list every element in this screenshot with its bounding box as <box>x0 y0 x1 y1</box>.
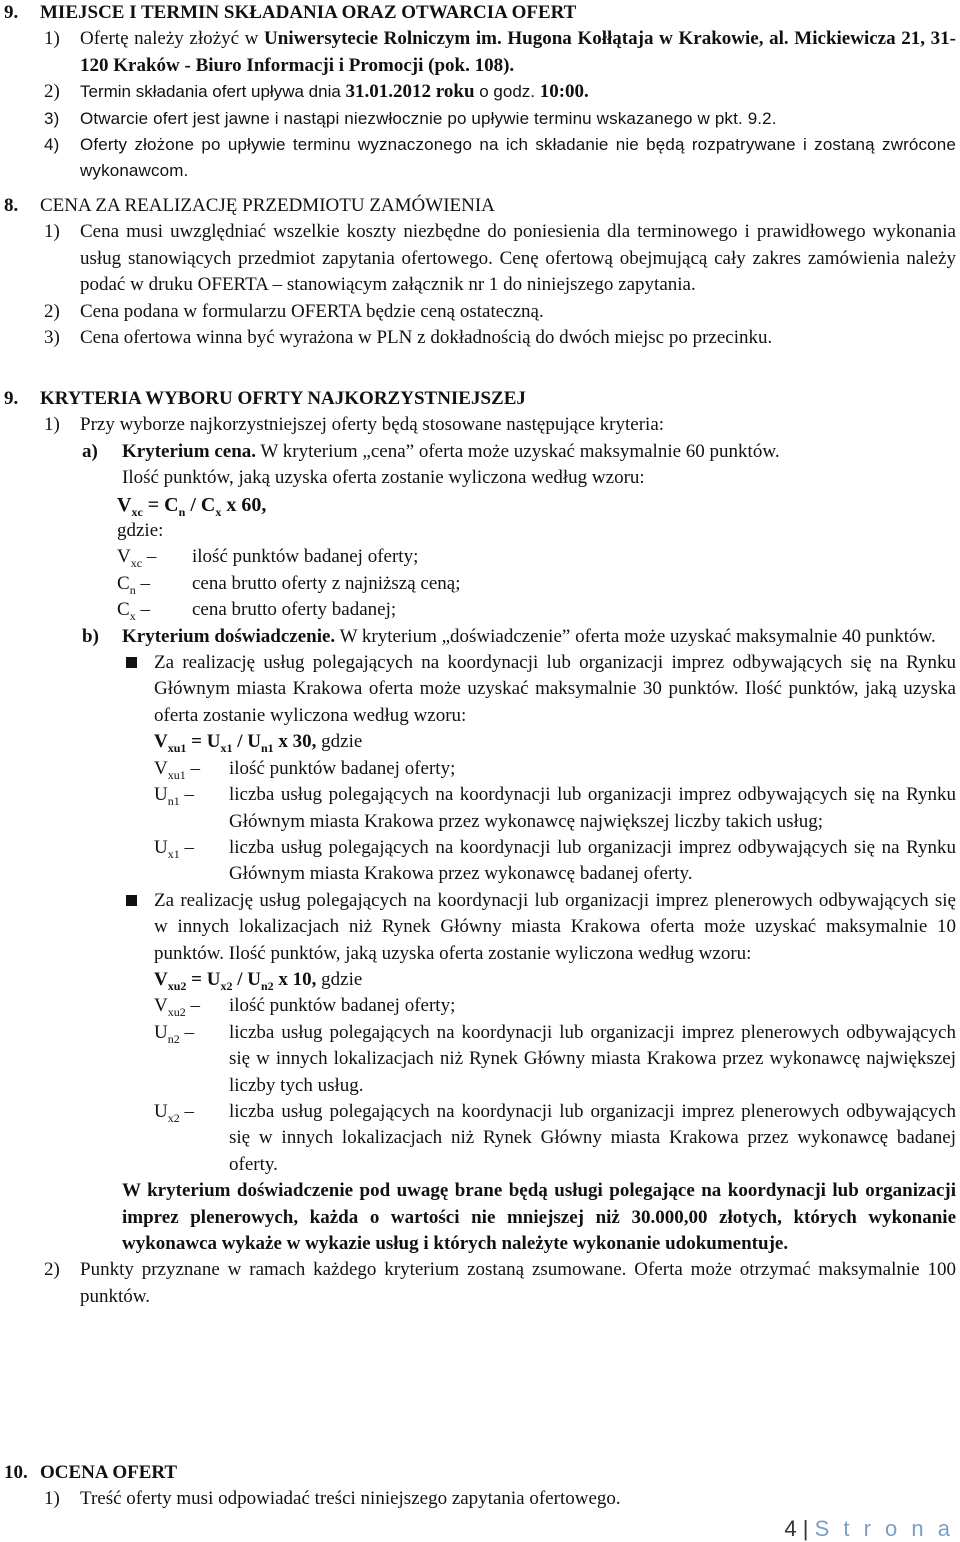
def-symbol-letter: V <box>154 757 168 779</box>
bullet-item <box>4 888 956 967</box>
def-symbol: $U_{n2}$ – <box>154 1021 194 1046</box>
criterion-experience <box>4 624 956 650</box>
def-symbol: $U_{x1}$ – <box>154 836 194 861</box>
section-miejsce-termin <box>4 0 956 185</box>
page-footer <box>784 1516 954 1542</box>
list-item <box>4 325 956 351</box>
def-symbol-sub: x <box>129 609 136 624</box>
def-symbol-letter: C <box>117 599 130 621</box>
formula-subscript: n <box>178 504 186 519</box>
formula-part: / U <box>232 968 261 990</box>
item-number: 1) <box>44 28 60 50</box>
bullet-text: Za realizację usług polegających na koordynacji lub organizacji imprez odbywających się na Rynku Głównym miasta Krakowa oferta może uzyskać maksymalnie 30 punktów. Ilość punktów, jaką uzyska oferta zostanie wyliczona według wzoru: <box>154 652 956 726</box>
formula-subscript: x <box>215 504 222 519</box>
section-ocena <box>4 1460 956 1513</box>
definition-row <box>4 571 956 597</box>
def-symbol-sub: n <box>129 582 136 597</box>
formula-b1 <box>4 729 956 755</box>
bullet-text: Za realizację usług polegających na koordynacji lub organizacji imprez plenerowych odbywających się w innych lokalizacjach niż Rynek Główny miasta Krakowa oferta może uzyskać maksymalnie 10 punktów. Ilość punktów, jaką uzyska oferta zostanie wyliczona według wzoru: <box>154 889 956 964</box>
def-symbol-letter: V <box>117 546 131 568</box>
item-text: o godz. <box>474 82 540 102</box>
formula-subscript: n1 <box>260 741 274 756</box>
item-number: 2) <box>44 1259 60 1281</box>
list-item <box>4 1257 956 1310</box>
definition-row <box>4 835 956 888</box>
def-symbol: $C_x$ – <box>117 599 150 624</box>
formula-part: / C <box>185 493 216 516</box>
def-symbol-sub: n1 <box>167 793 180 808</box>
def-text: liczba usług polegających na koordynacji lub organizacji imprez odbywających się na Rynku Głównym miasta Krakowa przez wykonawcę badanej oferty. <box>229 836 956 885</box>
formula-part: x 10, <box>273 968 317 990</box>
list-item <box>4 412 956 438</box>
def-text: ilość punktów badanej oferty; <box>192 546 419 568</box>
item-text: Oferty złożone po upływie terminu wyznaczonego na ich składanie nie będą rozpatrywane i zostaną zwrócone wykonawcom. <box>80 135 956 181</box>
bullet-item <box>4 650 956 729</box>
def-text: cena brutto oferty z najniższą ceną; <box>192 572 461 594</box>
item-number: 3) <box>44 108 60 128</box>
def-symbol: $U_{n1}$ – <box>154 784 194 808</box>
square-bullet-icon <box>126 895 137 906</box>
item-text: Punkty przyznane w ramach każdego kryterium zostaną zsumowane. Oferta może otrzymać maksymalnie 100 punktów. <box>80 1259 956 1307</box>
formula-gdzie: gdzie <box>316 968 363 990</box>
formula-b2 <box>4 967 956 993</box>
def-symbol: $V_{xu1}$ – <box>154 757 200 782</box>
item-number: 1) <box>44 221 60 243</box>
criterion-title: Kryterium cena. <box>122 440 257 462</box>
definition-row <box>4 544 956 570</box>
criterion-letter: a) <box>82 440 98 462</box>
definition-row <box>4 1099 956 1178</box>
formula-subscript: xc <box>131 504 143 519</box>
def-symbol-sub: xu1 <box>167 767 186 782</box>
item-text: Ofertę należy złożyć w <box>80 28 265 50</box>
item-number: 3) <box>44 327 60 349</box>
definition-row <box>4 756 956 782</box>
formula-subscript: n2 <box>260 978 274 993</box>
def-symbol: $V_{xc}$ – <box>117 546 157 571</box>
section-heading <box>4 386 956 412</box>
list-item <box>4 132 956 185</box>
section-title: MIEJSCE I TERMIN SKŁADANIA ORAZ OTWARCIA OFERT <box>40 2 577 23</box>
item-number: 1) <box>44 414 60 436</box>
page-number: 4 <box>784 1516 797 1541</box>
formula-gdzie: gdzie <box>316 731 363 753</box>
section-heading <box>4 1460 956 1486</box>
item-text-bold: 31.01.2012 roku <box>345 81 475 103</box>
formula-symbol: V <box>154 731 168 753</box>
footer-label: S t r o n a <box>814 1516 954 1541</box>
list-item <box>4 106 956 132</box>
item-text-bold: 10:00. <box>539 81 589 103</box>
def-symbol: $V_{xu2}$ – <box>154 995 200 1020</box>
list-item <box>4 26 956 79</box>
square-bullet-icon <box>126 657 137 668</box>
formula-part: = U <box>186 968 221 990</box>
formula-part: x 60, <box>221 493 267 516</box>
def-text: ilość punktów badanej oferty; <box>229 995 456 1017</box>
item-text-bold: Uniwersytecie Rolniczym im. Hugona Kołłątaja w Krakowie, al. Mickiewicza 21, 31-120 Kraków - Biuro Informacji i Promocji (pok. 108). <box>80 28 956 76</box>
gdzie-label: gdzie: <box>117 520 164 542</box>
section-number: 10. <box>4 1462 28 1483</box>
def-symbol: $U_{x2}$ – <box>154 1100 194 1125</box>
section-number: 9. <box>4 388 19 409</box>
definition-row <box>4 993 956 1019</box>
formula-symbol: V <box>117 493 132 516</box>
definition-row <box>4 1020 956 1099</box>
formula-subscript: x2 <box>220 978 233 993</box>
def-symbol-sub: xu2 <box>167 1005 186 1020</box>
def-symbol-sub: x2 <box>167 1110 180 1125</box>
item-text: Przy wyborze najkorzystniejszej oferty będą stosowane następujące kryteria: <box>80 414 665 436</box>
formula-part: / U <box>232 731 261 753</box>
item-text: Otwarcie ofert jest jawne i nastąpi niezwłocznie po upływie terminu wskazanego w pkt. 9.2. <box>80 108 777 128</box>
list-item <box>4 299 956 325</box>
list-item <box>4 79 956 105</box>
section-heading <box>4 193 956 219</box>
formula-intro: Ilość punktów, jaką uzyska oferta zostanie wyliczona według wzoru: <box>122 467 645 489</box>
formula-subscript: x1 <box>220 741 233 756</box>
def-symbol-letter: U <box>154 784 168 806</box>
item-text: Cena podana w formularzu OFERTA będzie ceną ostateczną. <box>80 300 544 322</box>
item-number: 1) <box>44 1488 60 1510</box>
section-number: 8. <box>4 195 19 216</box>
item-text: Cena ofertowa winna być wyrażona w PLN z dokładnością do dwóch miejsc po przecinku. <box>80 327 773 349</box>
definition-row <box>4 782 956 835</box>
formula-subscript: xu2 <box>167 978 187 993</box>
definition-row <box>4 597 956 623</box>
def-symbol-sub: n2 <box>167 1031 180 1046</box>
def-symbol: $C_n$ – <box>117 572 150 597</box>
section-title: KRYTERIA WYBORU OFRTY NAJKORZYSTNIEJSZEJ <box>40 388 526 409</box>
criterion-title: Kryterium doświadczenie. <box>122 625 336 647</box>
formula-price <box>4 492 956 518</box>
formula-subscript: xu1 <box>167 741 187 756</box>
def-symbol-sub: x1 <box>167 846 180 861</box>
experience-note: W kryterium doświadczenie pod uwagę brane będą usługi polegające na koordynacji lub organizacji imprez plenerowych, każda o wartości nie mniejszej niż 30.000,00 złotych, których wykonanie wykonawca wykaże w wykazie usług i których należyte wykonanie udokumentuje. <box>122 1180 956 1254</box>
formula-part: = U <box>186 731 221 753</box>
criterion-price <box>4 439 956 465</box>
section-kryteria <box>4 386 956 1310</box>
def-symbol-letter: U <box>154 1100 168 1122</box>
def-symbol-letter: V <box>154 995 168 1017</box>
footer-separator: | <box>802 1516 809 1541</box>
list-item <box>4 219 956 298</box>
list-item <box>4 1486 956 1512</box>
item-text: Treść oferty musi odpowiadać treści niniejszego zapytania ofertowego. <box>80 1488 621 1510</box>
def-text: cena brutto oferty badanej; <box>192 599 397 621</box>
item-text: Cena musi uwzględniać wszelkie koszty niezbędne do poniesienia dla terminowego i prawidłowego wykonania usług stanowiących przedmiot zapytania ofertowego. Cenę ofertową obejmującą cały zakres zamówienia należy podać w druku OFERTA – stanowiącym załącznik nr 1 do niniejszego zapytania. <box>80 221 956 296</box>
def-symbol-letter: C <box>117 572 130 594</box>
def-symbol-letter: U <box>154 1021 168 1043</box>
criterion-letter: b) <box>82 625 99 647</box>
def-text: ilość punktów badanej oferty; <box>229 757 456 779</box>
formula-part: x 30, <box>273 731 317 753</box>
criterion-text: W kryterium „doświadczenie” oferta może uzyskać maksymalnie 40 punktów. <box>335 625 936 647</box>
def-text: liczba usług polegających na koordynacji lub organizacji imprez odbywających się na Rynku Głównym miasta Krakowa przez wykonawcę największej liczby takich usług; <box>229 784 956 832</box>
criterion-text: W kryterium „cena” oferta może uzyskać maksymalnie 60 punktów. <box>256 440 780 462</box>
item-number: 4) <box>44 135 60 155</box>
def-symbol-letter: U <box>154 836 168 858</box>
def-symbol-sub: xc <box>130 556 143 571</box>
section-cena <box>4 193 956 351</box>
formula-part: = C <box>142 493 179 516</box>
def-text: liczba usług polegających na koordynacji lub organizacji imprez plenerowych odbywających się w innych lokalizacjach niż Rynek Główny miasta Krakowa przez wykonawcę badanej oferty. <box>229 1100 956 1175</box>
section-number: 9. <box>4 2 19 23</box>
def-text: liczba usług polegających na koordynacji lub organizacji imprez plenerowych odbywających się w innych lokalizacjach niż Rynek Główny miasta Krakowa przez wykonawcę największej liczby tych usług. <box>229 1021 956 1096</box>
formula-symbol: V <box>154 968 168 990</box>
section-title: OCENA OFERT <box>40 1462 178 1483</box>
item-number: 2) <box>44 300 60 322</box>
section-title: CENA ZA REALIZACJĘ PRZEDMIOTU ZAMÓWIENIA <box>40 195 495 216</box>
item-number: 2) <box>44 81 60 103</box>
section-heading <box>4 0 956 26</box>
item-text: Termin składania ofert upływa dnia <box>80 82 346 102</box>
